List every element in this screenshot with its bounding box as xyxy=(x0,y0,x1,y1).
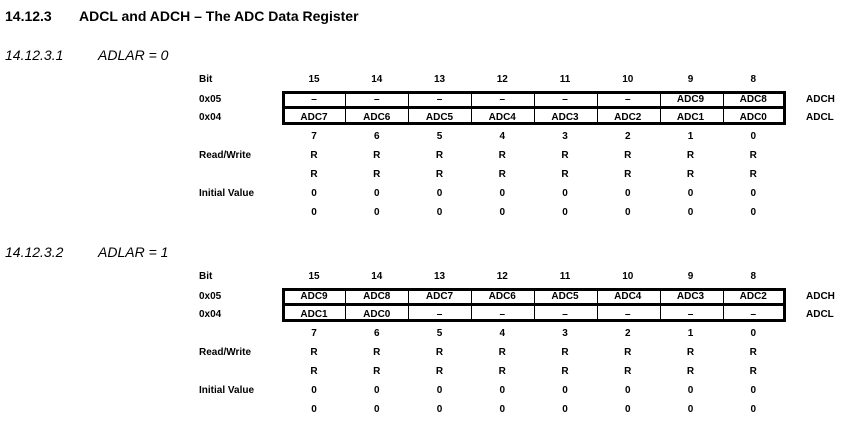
register-cell-high: ADC4 xyxy=(614,291,642,302)
initial-value: 0 xyxy=(436,207,443,218)
register-cell-low: – xyxy=(436,309,443,320)
initial-value: 0 xyxy=(499,188,506,199)
register-cell-low: – xyxy=(687,309,694,320)
register-cell-low: ADC2 xyxy=(614,112,642,123)
initial-value: 0 xyxy=(562,404,568,415)
initial-value: 0 xyxy=(311,188,317,199)
rw-value: R xyxy=(749,347,757,358)
rw-value: R xyxy=(435,169,444,180)
initial-value: 0 xyxy=(311,385,317,396)
register-cell-high: – xyxy=(562,94,568,105)
row-label: 0x04 xyxy=(199,309,222,320)
initial-value: 0 xyxy=(373,207,380,218)
register-cell-high: ADC9 xyxy=(676,94,705,105)
rw-value: R xyxy=(624,150,632,161)
register-name: ADCH xyxy=(806,94,835,105)
register-name: ADCH xyxy=(806,291,835,302)
register-cell-low: ADC0 xyxy=(739,112,767,123)
bit-number: 4 xyxy=(499,328,506,339)
register-cell-low: ADC7 xyxy=(300,112,328,123)
bit-number: 14 xyxy=(371,271,383,282)
register-cell-low: – xyxy=(499,309,506,320)
register-cell-high: ADC3 xyxy=(676,291,705,302)
bit-number: 7 xyxy=(311,131,317,142)
register-cell-high: – xyxy=(436,94,443,105)
rw-value: R xyxy=(373,169,381,180)
rw-value: R xyxy=(624,169,632,180)
initial-value: 0 xyxy=(373,385,380,396)
initial-value: 0 xyxy=(687,404,694,415)
initial-value: 0 xyxy=(562,188,568,199)
subsection-title xyxy=(5,244,168,260)
rw-value: R xyxy=(561,366,569,377)
register-cell-low: ADC1 xyxy=(300,309,328,320)
bit-number: 13 xyxy=(433,74,446,85)
bit-number: 1 xyxy=(687,131,694,142)
row-label: 0x04 xyxy=(199,112,222,123)
initial-value: 0 xyxy=(436,404,443,415)
rw-value: R xyxy=(373,150,381,161)
rw-value: R xyxy=(686,347,695,358)
section-title xyxy=(5,8,359,24)
register-cell-high: ADC8 xyxy=(363,291,391,302)
register-cell-high: – xyxy=(373,94,380,105)
bit-number: 8 xyxy=(750,74,757,85)
rw-value: R xyxy=(310,366,318,377)
rw-value: R xyxy=(686,366,695,377)
subsection-title xyxy=(5,47,168,63)
initial-value: 0 xyxy=(750,404,757,415)
bit-number: 13 xyxy=(433,271,446,282)
register-cell-high: ADC9 xyxy=(300,291,328,302)
register-cell-low: ADC6 xyxy=(363,112,391,123)
rw-value: R xyxy=(498,169,506,180)
rw-value: R xyxy=(686,169,695,180)
bit-number: 9 xyxy=(687,271,694,282)
initial-value: 0 xyxy=(624,385,631,396)
register-cell-low: ADC0 xyxy=(363,309,391,320)
bit-number: 10 xyxy=(622,271,634,282)
rw-value: R xyxy=(686,150,695,161)
bit-number: 12 xyxy=(496,74,508,85)
rw-value: R xyxy=(435,366,444,377)
row-label: Initial Value xyxy=(199,188,255,199)
bit-number: 0 xyxy=(750,328,757,339)
subsection-number: 14.12.3.2 xyxy=(5,244,64,260)
initial-value: 0 xyxy=(311,207,317,218)
register-cell-low: – xyxy=(562,309,568,320)
register-cell-low: – xyxy=(624,309,631,320)
rw-value: R xyxy=(435,347,444,358)
rw-value: R xyxy=(498,150,506,161)
initial-value: 0 xyxy=(436,385,443,396)
bit-number: 3 xyxy=(562,131,568,142)
bit-number: 15 xyxy=(308,74,320,85)
subsection-heading: ADLAR = 0 xyxy=(98,47,169,63)
bit-number: 0 xyxy=(750,131,757,142)
bit-number: 15 xyxy=(308,271,320,282)
row-label: Bit xyxy=(199,271,213,282)
bit-number: 11 xyxy=(559,271,571,282)
bit-number: 2 xyxy=(624,131,631,142)
register-cell-high: ADC8 xyxy=(739,94,767,105)
rw-value: R xyxy=(749,169,757,180)
row-label: Read/Write xyxy=(199,150,252,161)
bit-number: 4 xyxy=(499,131,506,142)
rw-value: R xyxy=(373,347,381,358)
rw-value: R xyxy=(310,150,318,161)
rw-value: R xyxy=(498,366,506,377)
section-number: 14.12.3 xyxy=(5,8,52,24)
initial-value: 0 xyxy=(687,207,694,218)
rw-value: R xyxy=(624,347,632,358)
initial-value: 0 xyxy=(750,207,757,218)
register-cell-high: ADC7 xyxy=(425,291,454,302)
rw-value: R xyxy=(310,347,318,358)
bit-number: 5 xyxy=(436,131,443,142)
register-cell-low: ADC5 xyxy=(425,112,454,123)
row-label: 0x05 xyxy=(199,291,222,302)
row-label: Bit xyxy=(199,74,213,85)
rw-value: R xyxy=(561,347,569,358)
rw-value: R xyxy=(498,347,506,358)
bit-number: 12 xyxy=(496,271,508,282)
initial-value: 0 xyxy=(624,188,631,199)
initial-value: 0 xyxy=(499,404,506,415)
rw-value: R xyxy=(373,366,381,377)
bit-number: 9 xyxy=(687,74,694,85)
initial-value: 0 xyxy=(687,385,694,396)
initial-value: 0 xyxy=(373,404,380,415)
rw-value: R xyxy=(749,150,757,161)
bit-number: 6 xyxy=(373,328,380,339)
bit-number: 8 xyxy=(750,271,757,282)
register-cell-low: ADC3 xyxy=(551,112,579,123)
initial-value: 0 xyxy=(687,188,694,199)
rw-value: R xyxy=(310,169,318,180)
initial-value: 0 xyxy=(562,385,568,396)
register-cell-high: ADC6 xyxy=(488,291,516,302)
initial-value: 0 xyxy=(499,207,506,218)
initial-value: 0 xyxy=(311,404,317,415)
bit-number: 10 xyxy=(622,74,634,85)
initial-value: 0 xyxy=(499,385,506,396)
row-label: 0x05 xyxy=(199,94,222,105)
section-heading: ADCL and ADCH – The ADC Data Register xyxy=(79,8,359,24)
register-name: ADCL xyxy=(806,112,834,123)
rw-value: R xyxy=(624,366,632,377)
bit-number: 2 xyxy=(624,328,631,339)
register-cell-high: ADC5 xyxy=(551,291,579,302)
bit-number: 7 xyxy=(311,328,317,339)
register-cell-low: ADC4 xyxy=(488,112,516,123)
rw-value: R xyxy=(435,150,444,161)
initial-value: 0 xyxy=(750,188,757,199)
initial-value: 0 xyxy=(624,207,631,218)
bit-number: 3 xyxy=(562,328,568,339)
register-cell-low: – xyxy=(750,309,757,320)
initial-value: 0 xyxy=(750,385,757,396)
initial-value: 0 xyxy=(562,207,568,218)
subsection-heading: ADLAR = 1 xyxy=(98,244,169,260)
initial-value: 0 xyxy=(436,188,443,199)
rw-value: R xyxy=(749,366,757,377)
bit-number: 1 xyxy=(687,328,694,339)
register-cell-high: – xyxy=(311,94,317,105)
register-name: ADCL xyxy=(806,309,834,320)
bit-number: 6 xyxy=(373,131,380,142)
bit-number: 14 xyxy=(371,74,383,85)
row-label: Read/Write xyxy=(199,347,252,358)
register-cell-high: ADC2 xyxy=(739,291,767,302)
bit-number: 5 xyxy=(436,328,443,339)
register-cell-low: ADC1 xyxy=(676,112,705,123)
rw-value: R xyxy=(561,169,569,180)
initial-value: 0 xyxy=(373,188,380,199)
row-label: Initial Value xyxy=(199,385,255,396)
subsection-number: 14.12.3.1 xyxy=(5,47,64,63)
initial-value: 0 xyxy=(624,404,631,415)
register-cell-high: – xyxy=(499,94,506,105)
bit-number: 11 xyxy=(559,74,571,85)
rw-value: R xyxy=(561,150,569,161)
register-cell-high: – xyxy=(624,94,631,105)
